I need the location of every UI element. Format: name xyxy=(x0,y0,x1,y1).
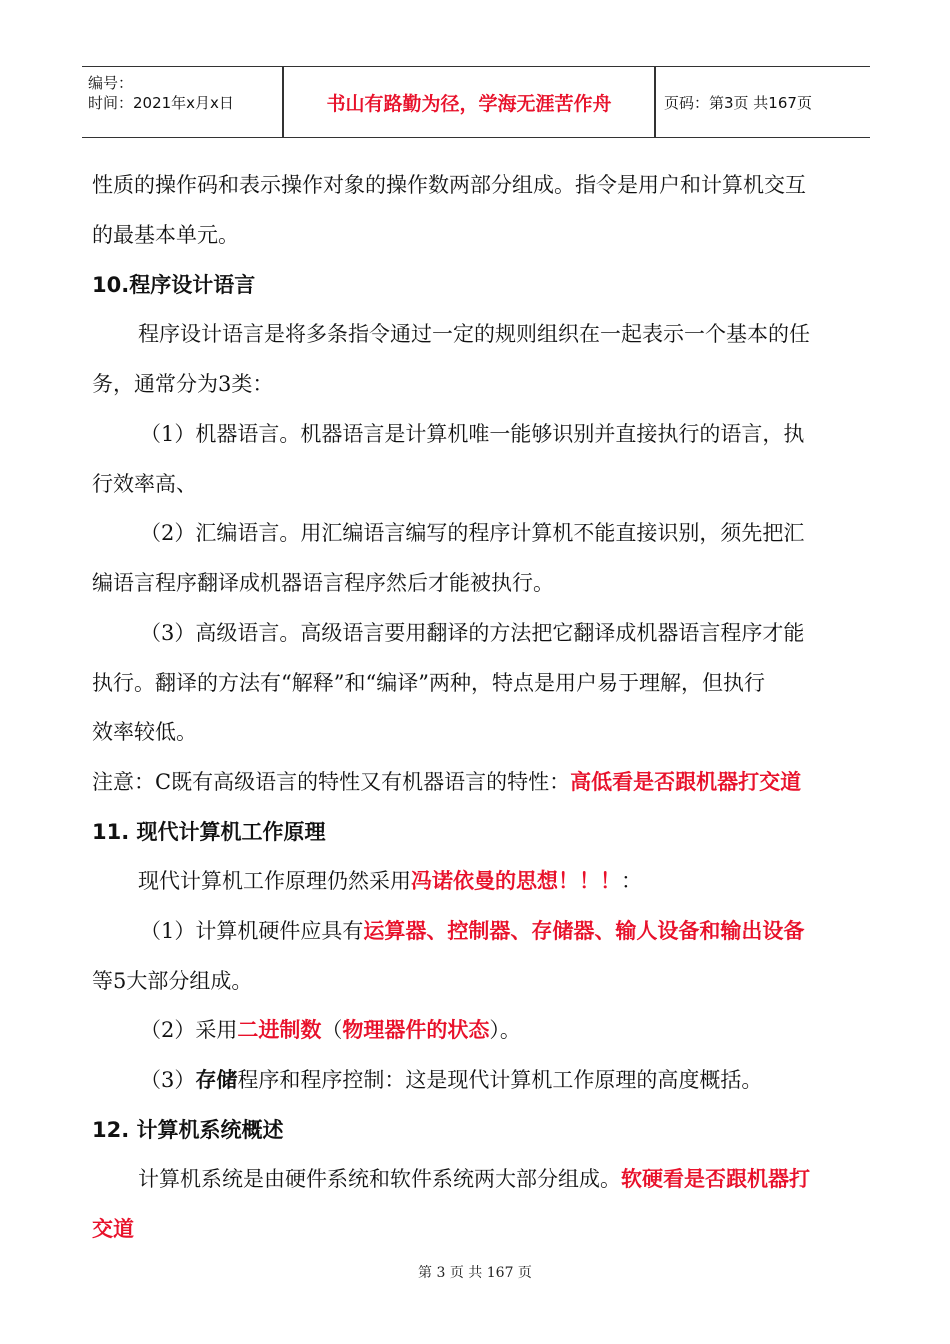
date-label: 时间：2021年x月x日 xyxy=(88,94,234,112)
text: ）。 xyxy=(489,1018,521,1042)
list-item-line: 行效率高、 xyxy=(92,472,197,496)
highlight: 冯诺依曼的思想！！！ xyxy=(411,869,621,893)
text: 程序和程序控制：这是现代计算机工作原理的高度概括。 xyxy=(237,1068,763,1092)
list-item-line: （1）机器语言。机器语言是计算机唯一能够识别并直接执行的语言，执 xyxy=(140,422,805,446)
highlight: 物理器件的状态 xyxy=(342,1018,490,1042)
section-heading-10: 10.程序设计语言 xyxy=(92,273,256,297)
text: （2）采用 xyxy=(140,1018,238,1042)
paragraph-line xyxy=(138,1164,810,1194)
note-highlight: 高低看是否跟机器打交道 xyxy=(570,770,802,794)
list-item-line: 等5大部分组成。 xyxy=(92,969,253,993)
section-heading-12: 12. 计算机系统概述 xyxy=(92,1118,284,1142)
text: （1）计算机硬件应具有 xyxy=(140,919,364,943)
list-item-line xyxy=(140,916,804,946)
list-item-line xyxy=(140,1065,762,1095)
page-footer: 第 3 页 共 167 页 xyxy=(418,1265,532,1281)
list-item-line: 效率较低。 xyxy=(92,720,197,744)
text: 现代计算机工作原理仍然采用 xyxy=(138,869,411,893)
text: （3） xyxy=(140,1068,196,1092)
header-motto: 书山有路勤为径，学海无涯苦作舟 xyxy=(326,92,612,115)
note-line xyxy=(92,767,801,797)
highlight: 软硬看是否跟机器打 xyxy=(621,1167,810,1191)
number-label: 编号： xyxy=(88,74,134,92)
paragraph-line: 务，通常分为3类： xyxy=(92,372,274,396)
list-item-line: 执行。翻译的方法有“解释”和“编译”两种，特点是用户易于理解，但执行 xyxy=(92,671,765,695)
page-header xyxy=(82,66,870,138)
header-meta xyxy=(88,73,234,113)
highlight: 二进制数 xyxy=(237,1018,322,1042)
list-item-line: （2）汇编语言。用汇编语言编写的程序计算机不能直接识别，须先把汇 xyxy=(140,521,805,545)
header-page-label: 页码：第3页 共167页 xyxy=(664,93,812,112)
highlight: 运算器、控制器、存储器、输人设备和输出设备 xyxy=(363,919,805,943)
paragraph-line: 程序设计语言是将多条指令通过一定的规则组织在一起表示一个基本的任 xyxy=(138,322,810,346)
paragraph-line-highlight: 交道 xyxy=(92,1217,134,1241)
list-item-line: （3）高级语言。高级语言要用翻译的方法把它翻译成机器语言程序才能 xyxy=(140,621,805,645)
list-item-line: 编语言程序翻译成机器语言程序然后才能被执行。 xyxy=(92,571,554,595)
text: 计算机系统是由硬件系统和软件系统两大部分组成。 xyxy=(138,1167,621,1191)
paragraph-line: 的最基本单元。 xyxy=(92,223,239,247)
text: （ xyxy=(321,1018,343,1042)
list-item-line xyxy=(140,1015,521,1045)
bold-term: 存储 xyxy=(195,1068,238,1092)
note-text: 注意：C既有高级语言的特性又有机器语言的特性： xyxy=(92,770,571,794)
text: ： xyxy=(621,869,642,893)
paragraph-line: 性质的操作码和表示操作对象的操作数两部分组成。指令是用户和计算机交互 xyxy=(92,173,806,197)
paragraph-line xyxy=(138,866,642,896)
header-divider xyxy=(654,67,656,137)
section-heading-11: 11. 现代计算机工作原理 xyxy=(92,820,326,844)
